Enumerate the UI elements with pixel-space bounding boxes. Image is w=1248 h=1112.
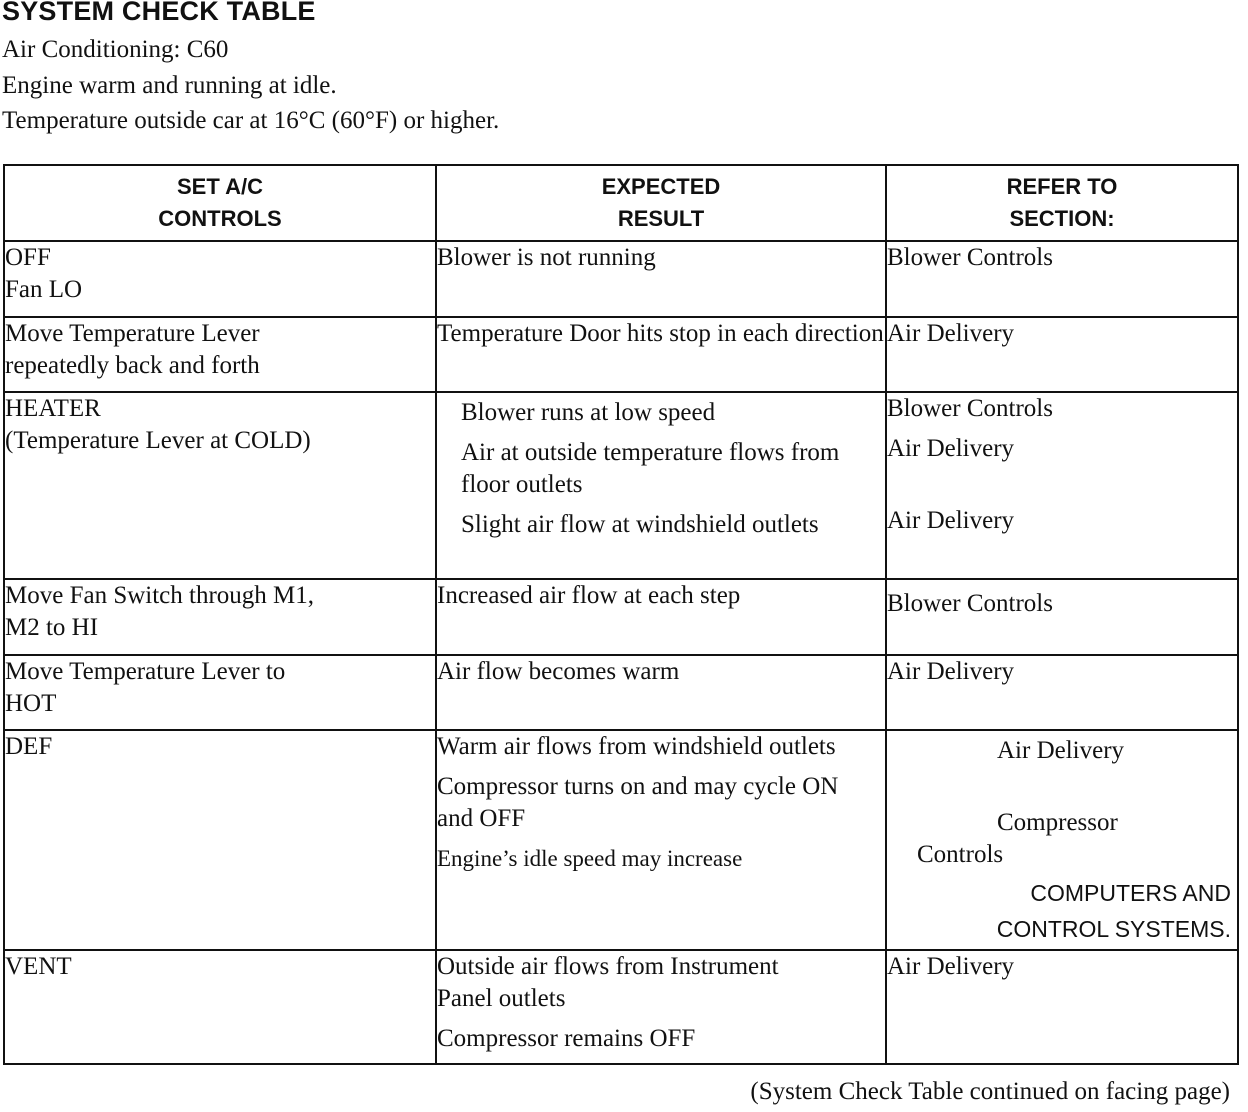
table-row	[4, 579, 1238, 655]
result-cell	[436, 317, 886, 392]
result-item: Temperature Door hits stop in each direction	[437, 320, 884, 347]
refer-item: Air Delivery	[887, 435, 1015, 462]
result-item: Compressor turns on and may cycle ON and OFF	[437, 773, 839, 832]
result-item: Blower runs at low speed	[461, 399, 716, 426]
controls-cell	[4, 730, 436, 950]
controls-cell	[4, 579, 436, 655]
controls-line: Move Temperature Lever to	[5, 658, 286, 685]
refer-item: Compressor Controls	[917, 809, 1118, 868]
result-cell	[436, 655, 886, 730]
refer-item: Blower Controls	[887, 590, 1053, 617]
controls-line: HOT	[5, 690, 57, 717]
controls-line: (Temperature Lever at COLD)	[5, 427, 311, 454]
refer-cell	[886, 579, 1238, 655]
refer-cell	[886, 241, 1238, 317]
header-refer-line2: SECTION:	[1009, 206, 1115, 231]
refer-item: Air Delivery	[997, 737, 1125, 764]
refer-cell	[886, 392, 1238, 579]
continuation-note: (System Check Table continued on facing page)	[750, 1078, 1230, 1105]
system-check-table	[3, 164, 1239, 1065]
controls-cell	[4, 317, 436, 392]
table-row	[4, 655, 1238, 730]
result-item: Blower is not running	[437, 244, 656, 271]
refer-cell	[886, 317, 1238, 392]
table-row	[4, 950, 1238, 1064]
result-cell	[436, 579, 886, 655]
controls-line: VENT	[5, 953, 72, 980]
controls-cell	[4, 392, 436, 579]
intro-line-temperature: Temperature outside car at 16°C (60°F) or higher.	[2, 107, 500, 134]
controls-line: Move Fan Switch through M1,	[5, 582, 315, 609]
refer-item: Air Delivery	[887, 507, 1015, 534]
refer-cell	[886, 950, 1238, 1064]
controls-line: repeatedly back and forth	[5, 352, 260, 379]
result-item: Air at outside temperature flows from floor outlets	[461, 439, 840, 498]
header-result-line2: RESULT	[617, 206, 705, 231]
result-item: Air flow becomes warm	[437, 658, 680, 685]
result-item: Compressor remains OFF	[437, 1025, 696, 1052]
document-title: SYSTEM CHECK TABLE	[2, 0, 316, 26]
header-result	[436, 165, 886, 241]
result-cell	[436, 730, 886, 950]
controls-cell	[4, 950, 436, 1064]
result-item: Slight air flow at windshield outlets	[461, 511, 819, 538]
refer-item: Air Delivery	[887, 953, 1015, 980]
header-controls-line1: SET A/C	[177, 174, 263, 199]
header-controls	[4, 165, 436, 241]
intro-line-engine: Engine warm and running at idle.	[2, 72, 337, 99]
controls-cell	[4, 241, 436, 317]
controls-line: OFF	[5, 244, 51, 271]
intro-line-system: Air Conditioning: C60	[2, 36, 229, 63]
refer-item: Blower Controls	[887, 395, 1053, 422]
table-row	[4, 392, 1238, 579]
result-item: Outside air flows from Instrument Panel outlets	[437, 953, 779, 1012]
table-header-row	[4, 165, 1238, 241]
controls-line: Fan LO	[5, 276, 83, 303]
refer-item: Blower Controls	[887, 244, 1053, 271]
controls-line: HEATER	[5, 395, 101, 422]
header-controls-line2: CONTROLS	[158, 206, 282, 231]
refer-cell	[886, 655, 1238, 730]
refer-item: Air Delivery	[887, 320, 1015, 347]
result-cell	[436, 392, 886, 579]
result-cell	[436, 241, 886, 317]
table-row	[4, 730, 1238, 950]
result-cell	[436, 950, 886, 1064]
controls-cell	[4, 655, 436, 730]
controls-line: Move Temperature Lever	[5, 320, 260, 347]
header-result-line1: EXPECTED	[601, 174, 721, 199]
table-row	[4, 241, 1238, 317]
result-item: Warm air flows from windshield outlets	[437, 733, 836, 760]
header-refer	[886, 165, 1238, 241]
refer-cell	[886, 730, 1238, 950]
result-item: Increased air flow at each step	[437, 582, 741, 609]
table-row	[4, 317, 1238, 392]
header-refer-line1: REFER TO	[1006, 174, 1118, 199]
controls-line: M2 to HI	[5, 614, 99, 641]
controls-line: DEF	[5, 733, 53, 760]
refer-item: COMPUTERS AND CONTROL SYSTEMS.	[996, 880, 1231, 942]
refer-item: Air Delivery	[887, 658, 1015, 685]
result-item: Engine’s idle speed may increase	[437, 846, 743, 871]
